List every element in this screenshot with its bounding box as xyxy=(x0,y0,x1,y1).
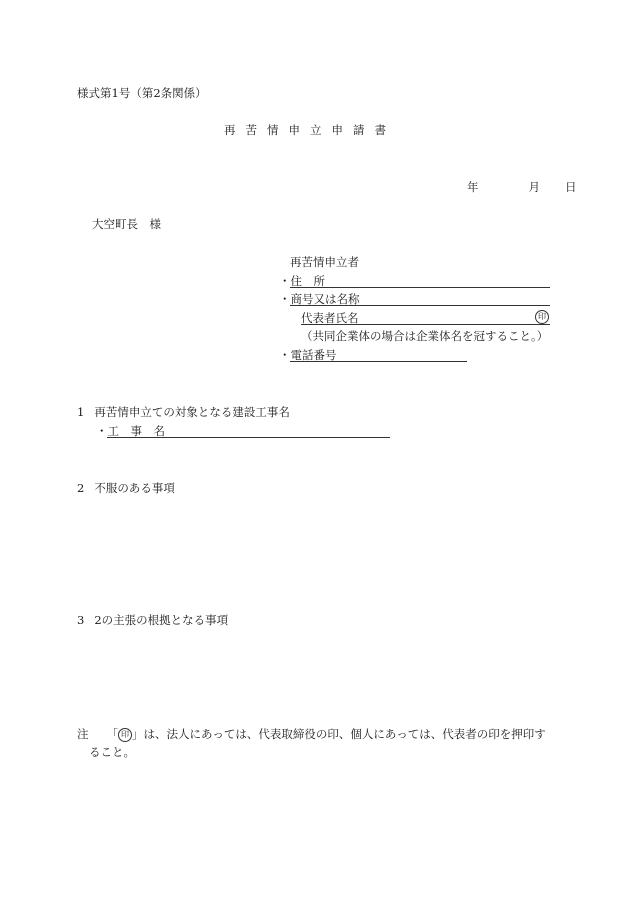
section-number: 3 xyxy=(77,613,85,627)
applicant-heading: 再苦情申立者 xyxy=(290,255,359,269)
date-day: 日 xyxy=(565,180,577,194)
phone-field-line[interactable] xyxy=(290,361,467,362)
section-1-heading xyxy=(77,405,290,419)
section-title: 再苦情申立ての対象となる建設工事名 xyxy=(94,405,290,419)
date-line xyxy=(467,180,577,194)
representative-label: 代表者氏名 xyxy=(301,311,359,325)
title-char: 苦 xyxy=(245,123,257,137)
section-title: 不服のある事項 xyxy=(94,481,175,495)
form-number: 様式第1号（第2条関係） xyxy=(77,86,207,100)
date-month: 月 xyxy=(528,180,540,194)
title-char: 情 xyxy=(267,123,279,137)
construction-name-label: ・工 事 名 xyxy=(96,424,165,438)
note-label: 注 xyxy=(77,727,89,741)
section-number: 2 xyxy=(77,481,85,495)
title-char: 立 xyxy=(310,123,322,137)
title-char: 請 xyxy=(353,123,365,137)
title-char: 申 xyxy=(331,123,343,137)
construction-name-field-line[interactable] xyxy=(107,437,390,438)
addressee: 大空町長 様 xyxy=(92,217,161,231)
company-name-field-line[interactable] xyxy=(290,305,550,306)
note-line-1 xyxy=(77,727,546,742)
address-field-line[interactable] xyxy=(290,287,550,288)
title-char: 再 xyxy=(224,123,236,137)
title-char: 書 xyxy=(374,123,386,137)
title-char: 申 xyxy=(288,123,300,137)
document-title xyxy=(224,123,396,137)
section-2-heading xyxy=(77,481,175,495)
representative-field-line[interactable] xyxy=(301,324,550,325)
address-label: ・住 所 xyxy=(279,274,325,288)
section-3-heading xyxy=(77,613,228,627)
joint-venture-note: （共同企業体の場合は企業体名を冠すること。） xyxy=(301,329,549,343)
seal-mark-icon: 印 xyxy=(535,310,549,324)
note-seal-icon: 印 xyxy=(118,728,132,742)
note-line-2: ること。 xyxy=(89,745,135,759)
company-name-label: ・商号又は名称 xyxy=(279,292,360,306)
note-open-bracket: 「 xyxy=(106,727,118,741)
phone-label: ・電話番号 xyxy=(279,348,337,362)
section-number: 1 xyxy=(77,405,85,419)
section-title: 2の主張の根拠となる事項 xyxy=(94,613,229,627)
date-year: 年 xyxy=(467,180,479,194)
note-text: 」は、法人にあっては、代表取締役の印、個人にあっては、代表者の印を押印す xyxy=(132,727,546,741)
